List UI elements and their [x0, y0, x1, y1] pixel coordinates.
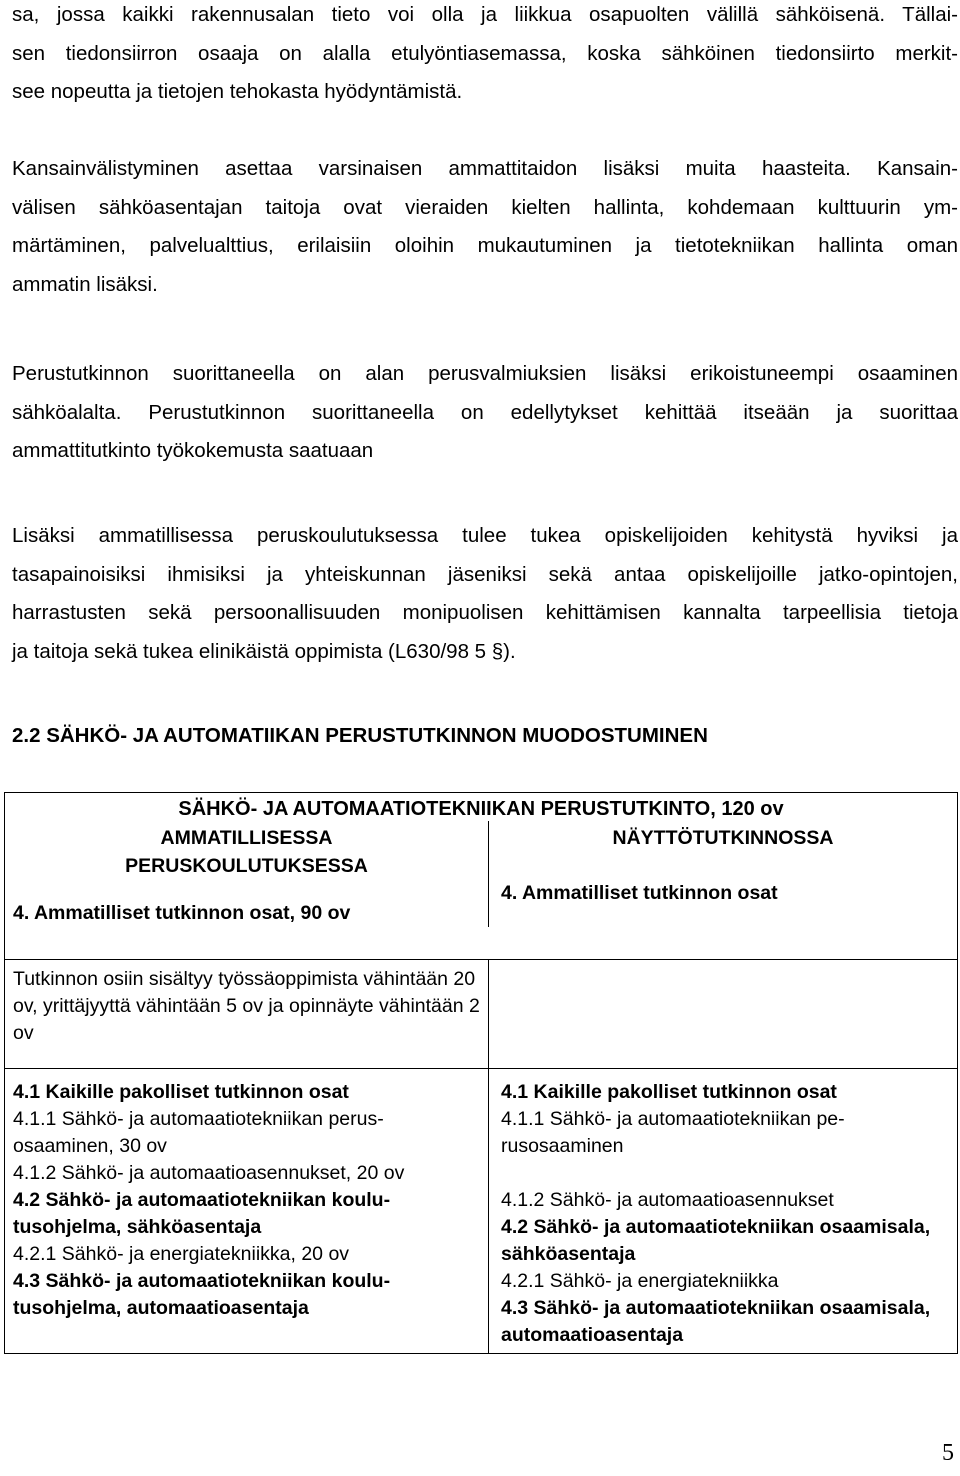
left-modules-cell — [5, 1069, 489, 1354]
text-line: ja taitoja sekä tukea elinikäistä oppimista (L630/98 5 §). — [12, 639, 516, 663]
module-item: 4.1.2 Sähkö- ja automaatioasennukset, 20 ov — [13, 1162, 405, 1184]
text-line: Lisäksi ammatillisessa peruskoulutuksessa tulee tukea opiskelijoiden kehitystä hyviksi ja — [12, 524, 958, 547]
module-heading: 4.1 Kaikille pakolliset tutkinnon osat — [501, 1081, 837, 1103]
left-note-cell — [5, 960, 489, 1069]
text-line: ammatin lisäksi. — [12, 272, 158, 296]
section-heading: 2.2 SÄHKÖ- JA AUTOMATIIKAN PERUSTUTKINNON MUODOSTUMINEN — [12, 724, 708, 747]
text-line: välisen sähköasentajan taitoja ovat vieraiden kielten hallinta, kohdemaan kulttuurin ym- — [12, 195, 958, 219]
left-subheader: 4. Ammatilliset tutkinnon osat, 90 ov — [13, 902, 351, 924]
text-line: see nopeutta ja tietojen tehokasta hyödyntämistä. — [12, 80, 463, 103]
right-column-header: NÄYTTÖTUTKINNOSSA — [612, 827, 834, 849]
right-modules-cell — [489, 1069, 958, 1354]
module-item: 4.1.1 Sähkö- ja automaatiotekniikan pe-rusosaaminen — [501, 1108, 845, 1157]
right-empty-cell — [489, 960, 958, 1069]
text-line: Kansainvälistyminen asettaa varsinaisen ammattitaidon lisäksi muita haasteita. Kansain- — [12, 157, 958, 180]
module-item: 4.1.1 Sähkö- ja automaatiotekniikan perus-osaaminen, 30 ov — [13, 1108, 384, 1157]
page-number: 5 — [942, 1440, 954, 1466]
paragraph-basic-degree — [12, 355, 958, 471]
module-heading: 4.3 Sähkö- ja automaatiotekniikan koulu-tusohjelma, automaatioasentaja — [13, 1270, 391, 1319]
paragraph-digital-data — [12, 0, 958, 112]
degree-structure-table — [4, 792, 958, 1354]
table-title: SÄHKÖ- JA AUTOMAATIOTEKNIIKAN PERUSTUTKINTO, 120 ov — [178, 798, 784, 820]
left-column-header: AMMATILLISESSA PERUSKOULUTUKSESSA — [125, 827, 368, 877]
right-subheader: 4. Ammatilliset tutkinnon osat — [500, 882, 778, 904]
text-line: Perustutkinnon suorittaneella on alan perusvalmiuksien lisäksi erikoistuneempi osaaminen — [12, 362, 958, 385]
text-line: sa, jossa kaikki rakennusalan tieto voi olla ja liikkua osapuolten välillä sähköisenä. Tällai- — [12, 3, 958, 26]
module-heading: 4.1 Kaikille pakolliset tutkinnon osat — [13, 1081, 349, 1103]
text-line: märtäminen, palvelualttius, erilaisiin oloihin mukautuminen ja tietotekniikan hallinta oman — [12, 234, 958, 257]
paragraph-internationalization — [12, 150, 958, 304]
text-line: ammattitutkinto työkokemusta saatuaan — [12, 439, 374, 462]
module-heading: 4.2 Sähkö- ja automaatiotekniikan osaamisala, sähköasentaja — [501, 1216, 931, 1265]
work-learning-note: Tutkinnon osiin sisältyy työssäoppimista vähintään 20 ov, yrittäjyyttä vähintään 5 ov ja opinnäyte vähintään 2 ov — [13, 968, 480, 1044]
module-heading: 4.2 Sähkö- ja automaatiotekniikan koulu-tusohjelma, sähköasentaja — [13, 1189, 391, 1238]
paragraph-vocational-training — [12, 517, 958, 671]
text-line: harrastusten sekä persoonallisuuden monipuolisen kehittämisen kannalta tarpeellisia tietoja — [12, 601, 958, 624]
module-heading: 4.3 Sähkö- ja automaatiotekniikan osaamisala, automaatioasentaja — [501, 1297, 931, 1346]
module-item: 4.1.2 Sähkö- ja automaatioasennukset — [501, 1189, 834, 1211]
table-header-cell — [5, 793, 958, 960]
text-line: sen tiedonsiirron osaaja on alalla etulyöntiasemassa, koska sähköinen tiedonsiirto merkit- — [12, 41, 958, 65]
module-item: 4.2.1 Sähkö- ja energiatekniikka, 20 ov — [13, 1243, 350, 1265]
text-line: sähköalalta. Perustutkinnon suorittaneella on edellytykset kehittää itseään ja suorittaa — [12, 400, 958, 424]
text-line: tasapainoisiksi ihmisiksi ja yhteiskunnan jäseniksi sekä antaa opiskelijoille jatko-opintojen, — [12, 562, 958, 586]
module-item: 4.2.1 Sähkö- ja energiatekniikka — [501, 1270, 779, 1292]
